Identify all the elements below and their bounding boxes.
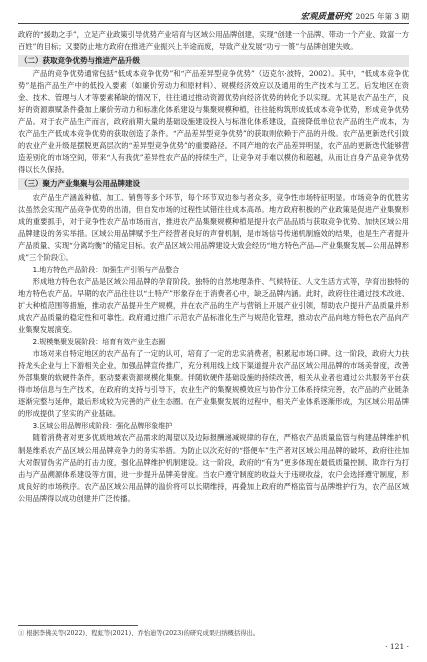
running-header	[18, 8, 409, 24]
section-heading: （三）聚力产业集聚与公用品牌建设	[18, 178, 409, 190]
body-paragraph: 随着消费者对更多优质地域农产品需求的渴望以及边际报酬递减规律的存在，严格农产品质量监管与构建品牌维护机制是维系农产品区域公用品牌竞争力的务实举措。为防止以次充好的“搭便车”生产者对区域公用品牌的破坏，政府往往加大对假冒伪劣产品的打击力度，强化品牌维护机制建设。这一阶段，政府的“有为”更多体现在最低质量控制、欺诈行为打击与产品溯源体系建设等方面，进一步提升品牌美誉度。当农户遵守制度的收益大于违规收益，农户会选择遵守制度，形成良好的市场秩序。农产品区域公用品牌的溢价将可以长期维持，再叠加上政府的严格监管与品牌维护行为，农产品区域公用品牌得以成功创建并广泛传播。	[18, 433, 409, 503]
section-heading: （二）获取竞争优势与推进产品升级	[18, 55, 409, 67]
issue-label: 2025 年第 3 期	[355, 12, 409, 21]
subsection-heading: 2.规模集聚发展阶段：培育有效产业生态圈	[32, 338, 166, 347]
journal-name: 宏观质量研究	[300, 12, 352, 22]
footnote-rule	[18, 625, 138, 626]
body-paragraph: 形成地方特色农产品是区域公用品牌的孕育阶段。独特的自然地理条件、气候特征、人文生活方式等，孕育出独特的地方特色农产品。早期的农产品往往以“土特产”形象存在于消费者心中，缺乏品牌内涵。此时，政府往往通过技术改进、扩大种植范围等措施，推动农产品提升生产规模，并在农产品的生产与营销上开展产业引领，帮助农户提升产品质量并形成农产品质量的稳定性和可靠性。政府通过推广示范农产品标准化生产与规范化管理，推动农产品向地方特色农产品向产业集聚发展演变。	[18, 276, 409, 335]
page-number: · 121 ·	[385, 642, 409, 651]
footnote: ① 根据李佛关等(2022)、程虹等(2021)、乔怡迪等(2023)的研究成果归纳概括得出。	[18, 630, 260, 637]
body-paragraph: 市场对来自特定地区的农产品有了一定的认可，培育了一定的忠实消费者，积累起市场口碑。这一阶段，政府大力扶持龙头企业与上下游相关企业，加强品牌宣传推广，充分利用线上线下渠道提升农产品区域公用品牌的市场美誉度，改善外部集聚的软硬件条件，驱动要素资源规模化集聚。伴随软硬件基础设施的持续改善，相关从业者也通过公共服务平台获得市场信息与生产技术，在政府的支持与引导下，农业生产的集聚规模效应与协作分工体系持续完善，农产品的产业链条逐渐完整与延伸，最后形成较为完善的产业生态圈。在产业集聚发展的过程中，相关产业体系逐渐形成，为区域公用品牌的形成提供了坚实的产业基础。	[18, 349, 409, 419]
article-body	[18, 29, 409, 505]
body-paragraph: 政府的“援助之手”，立足产业政策引导优势产业培育与区域公用品牌创建，实现“创建一个品牌、带动一个产业、致富一方百姓”的目标；又要防止地方政府在推进产业振兴上半途而废，导致产业发展“功亏一篑”与品牌创建失败。	[18, 30, 409, 52]
subsection-heading: 3.区域公用品牌形成阶段：强化品牌形象维护	[32, 422, 173, 431]
body-paragraph: 产品的竞争优势通常包括“低成本竞争优势”和“产品差异型竞争优势”（迈克尔·波特，2002）。其中，“低成本竞争优势”是指产品生产中的低投入要素（如廉价劳动力和原材料）、规模经济效应以及通用的生产技术与工艺。后发地区在资金、技术、管理与人才等要素稀缺的情况下，往往通过推动资源优势向经济优势的转化予以实现。尤其是农产品生产，良好的资源禀赋条件叠加上廉价劳动力和标准化体系建设与集聚规模种植，往往能构筑形成低成本竞争优势，形成竞争优势产品。对于农产品生产而言，政府前期大量的基础设施建设投入与标准化体系建设，直接降低单位农产品的生产成本，为农产品生产低成本竞争优势的获取创造了条件。“产品差异型竞争优势”的获取则依赖于产品的升级。农产品更新迭代引致的农业产业升级是摆脱更高层次的“差异型竞争优势”的重要路径。不同产地的农产品差异明显，农产品的更新迭代能够营造差别化的市场空间，带来“人有我优”差异性农产品的持续生产，让竞争对手难以模仿和超越，从而让自身产品竞争优势得以长久保持。	[18, 69, 409, 175]
body-paragraph: 农产品生产涵盖种植、加工、销售等多个环节，每个环节双边参与者众多，竞争性市场特征明显。市场竞争的优胜劣汰虽然会实现产品竞争优势的出清，但自发市场的过程性试错往往成本高昂。地方政府积极的产业政策是促进产业集聚形成的重要抓手，对于竞争性农产品市场而言，推进农产品集聚规模种植是提升农产品品质与获取竞争优势、加快区域公用品牌建设的务实举措。区域公用品牌赋予生产经营者良好的声誉机制，是市场信号传递机制施效的结果，也是生产者提升产品质量、实现“分离均衡”的锚定目标。农产品区域公用品牌建设大致会经历“地方特色产品—产业集聚发展—公用品牌形成”三个阶段①。	[18, 192, 409, 262]
subsection-heading: 1.地方特色产品阶段：加强生产引领与产品整合	[32, 265, 180, 274]
